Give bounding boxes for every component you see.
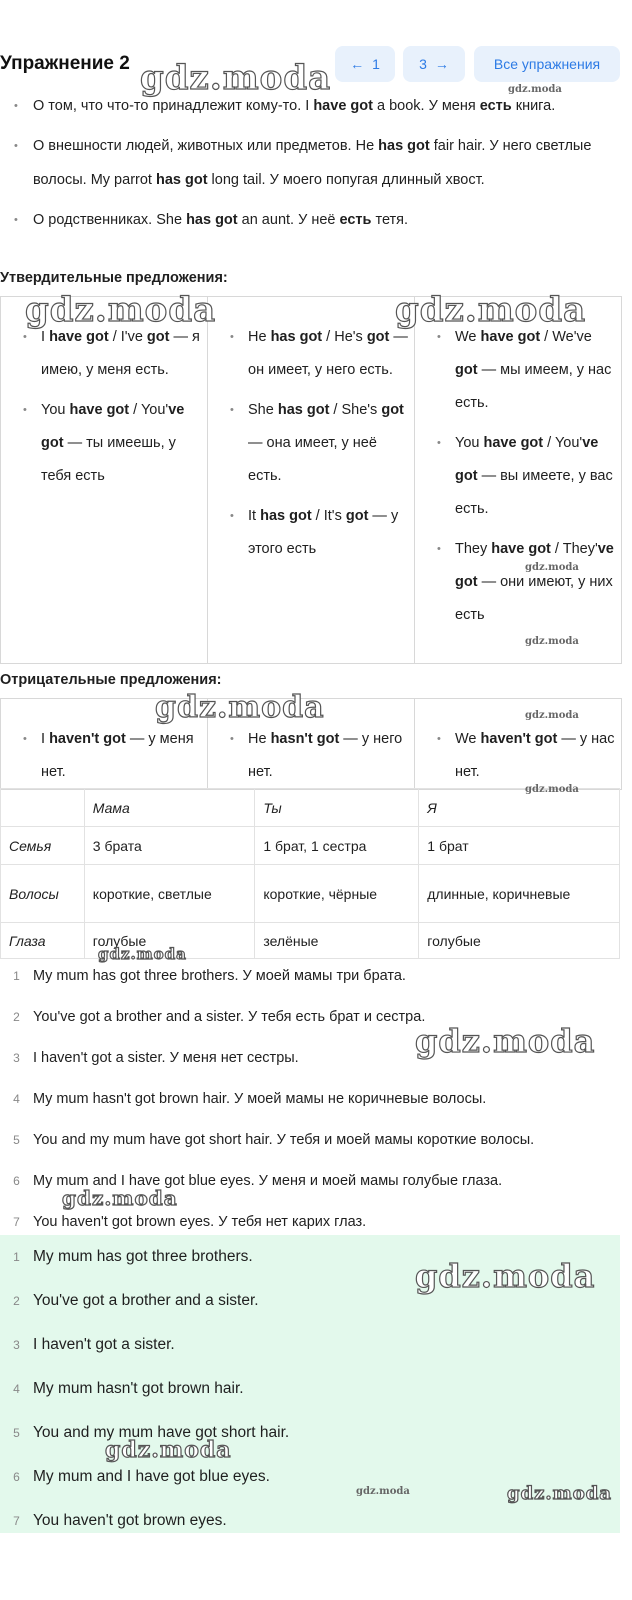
page-title: Упражнение 2 xyxy=(0,53,130,74)
text-fragment: — он имеет, у него есть. xyxy=(248,329,408,378)
affirmative-item xyxy=(208,500,414,566)
bold-phrase: haven't got xyxy=(49,731,126,747)
item-text: My mum has got three brothers. xyxy=(33,1248,253,1265)
table-row-header: Глаза xyxy=(1,923,85,959)
all-exercises-label: Все упражнения xyxy=(493,56,601,72)
usage-item xyxy=(0,129,620,197)
table-row xyxy=(1,865,620,923)
list-item xyxy=(0,1411,620,1455)
text-fragment: You xyxy=(41,402,70,418)
table-row-header: Семья xyxy=(1,827,85,865)
list-item xyxy=(0,1455,620,1499)
text-fragment: — мы имеем, у нас есть. xyxy=(455,362,612,411)
affirmative-heading: Утвердительные предложения: xyxy=(0,270,228,286)
watermark-small: gdz.moda xyxy=(508,84,562,95)
negative-grid xyxy=(0,698,622,790)
watermark: gdz.moda xyxy=(105,1437,232,1463)
affirmative-item xyxy=(415,427,621,526)
all-exercises-button[interactable] xyxy=(474,46,620,82)
item-text: You haven't got brown eyes. У тебя нет карих глаз. xyxy=(33,1213,367,1230)
text-fragment: He xyxy=(248,329,271,345)
usage-item xyxy=(0,203,620,237)
text-fragment: an aunt. У неё xyxy=(237,212,340,228)
item-text: My mum has got three brothers. У моей мамы три брата. xyxy=(33,967,406,984)
affirmative-column xyxy=(1,297,208,663)
list-item xyxy=(0,1078,620,1119)
item-number: 4 xyxy=(13,1091,20,1106)
text-fragment: He xyxy=(248,731,271,747)
bold-phrase: got xyxy=(345,508,369,524)
text-fragment: We xyxy=(455,329,481,345)
text-fragment: книга. xyxy=(511,98,556,114)
text-fragment: It xyxy=(248,508,261,524)
list-item xyxy=(0,955,620,996)
text-fragment: / He's xyxy=(322,329,367,345)
table-header-row xyxy=(1,789,620,827)
text-fragment: fair hair. У него светлые волосы. My parrot xyxy=(33,138,592,188)
bold-phrase: have got xyxy=(49,329,109,345)
item-text: You've got a brother and a sister. xyxy=(33,1292,259,1309)
watermark: gdz.moda xyxy=(155,690,325,725)
list-item xyxy=(0,1499,620,1543)
watermark-small: gdz.moda xyxy=(525,784,579,795)
text-fragment: / You' xyxy=(129,402,169,418)
translation-list xyxy=(0,955,620,1242)
text-fragment: О родственниках. She xyxy=(33,212,187,228)
table-row-header: Волосы xyxy=(1,865,85,923)
text-fragment: / It's xyxy=(311,508,346,524)
text-fragment: О том, что что-то принадлежит кому-то. I xyxy=(33,98,314,114)
text-fragment: / I've xyxy=(108,329,147,345)
watermark: gdz.moda xyxy=(415,1257,596,1295)
watermark: gdz.moda xyxy=(395,290,587,330)
item-text: I haven't got a sister. У меня нет сестры. xyxy=(33,1049,299,1066)
text-fragment: — у меня нет. xyxy=(41,731,194,780)
item-number: 5 xyxy=(13,1426,20,1440)
item-text: I haven't got a sister. xyxy=(33,1336,175,1353)
usage-item xyxy=(0,89,620,123)
table-cell: 1 брат xyxy=(419,827,620,865)
prev-exercise-button[interactable] xyxy=(335,46,395,82)
family-table xyxy=(0,788,620,959)
watermark: gdz.moda xyxy=(415,1022,596,1060)
item-text: You and my mum have got short hair. xyxy=(33,1424,290,1441)
text-fragment: — она имеет, у неё есть. xyxy=(248,435,377,484)
table-cell: длинные, коричневые xyxy=(419,865,620,923)
answer-list xyxy=(0,1235,620,1543)
bold-phrase: ve got xyxy=(455,541,614,590)
item-number: 5 xyxy=(13,1132,20,1147)
affirmative-item xyxy=(1,321,207,387)
bold-phrase: have got xyxy=(69,402,130,418)
table-cell: 3 брата xyxy=(84,827,255,865)
list-item xyxy=(0,1160,620,1201)
prev-exercise-label: 1 xyxy=(372,56,380,72)
affirmative-item xyxy=(415,321,621,420)
item-number: 7 xyxy=(13,1214,20,1229)
text-fragment: I xyxy=(41,731,50,747)
bold-phrase: have got xyxy=(313,98,373,114)
table-row xyxy=(1,923,620,959)
list-item xyxy=(0,1367,620,1411)
list-item xyxy=(0,1235,620,1279)
item-text: You've got a brother and a sister. У тебя есть брат и сестра. xyxy=(33,1008,426,1025)
negative-column xyxy=(1,699,208,789)
list-item xyxy=(0,1279,620,1323)
arrow-right-icon: → xyxy=(434,56,449,72)
affirmative-item xyxy=(415,533,621,632)
item-number: 2 xyxy=(13,1009,20,1024)
bold-phrase: got xyxy=(146,329,170,345)
item-text: My mum hasn't got brown hair. xyxy=(33,1380,244,1397)
usage-list xyxy=(0,89,620,243)
table-cell: короткие, чёрные xyxy=(255,865,419,923)
watermark: gdz.moda xyxy=(140,58,332,98)
table-header-cell: Я xyxy=(419,789,620,827)
table-header-cell xyxy=(1,789,85,827)
watermark-small: gdz.moda xyxy=(525,562,579,573)
bold-phrase: есть xyxy=(479,98,512,114)
bold-phrase: has got xyxy=(378,138,430,154)
watermark-small: gdz.moda xyxy=(356,1486,410,1497)
text-fragment: — они имеют, у них есть xyxy=(455,574,613,623)
text-fragment: тетя. xyxy=(371,212,409,228)
text-fragment: О внешности людей, животных или предметов. He xyxy=(33,138,379,154)
item-number: 3 xyxy=(13,1338,20,1352)
bold-phrase: haven't got xyxy=(480,731,558,747)
item-number: 2 xyxy=(13,1294,20,1308)
bold-phrase: has got xyxy=(186,212,238,228)
negative-item xyxy=(208,723,414,789)
text-fragment: I xyxy=(41,329,50,345)
affirmative-item xyxy=(1,394,207,493)
bold-phrase: есть xyxy=(339,212,372,228)
bold-phrase: have got xyxy=(491,541,551,557)
bold-phrase: ve got xyxy=(41,402,185,451)
item-text: My mum and I have got blue eyes. У меня и моей мамы голубые глаза. xyxy=(33,1172,503,1189)
negative-heading: Отрицательные предложения: xyxy=(0,672,222,688)
watermark: gdz.moda xyxy=(62,1186,178,1210)
bold-phrase: got xyxy=(381,402,404,418)
table-cell: зелёные xyxy=(255,923,419,959)
table-header-cell: Мама xyxy=(84,789,255,827)
watermark-small: gdz.moda xyxy=(525,636,579,647)
item-text: You and my mum have got short hair. У тебя и моей мамы короткие волосы. xyxy=(33,1131,535,1148)
list-item xyxy=(0,1119,620,1160)
text-fragment: / You' xyxy=(543,435,583,451)
text-fragment: — у него нет. xyxy=(248,731,403,780)
text-fragment: — вы имеете, у вас есть. xyxy=(455,468,613,517)
text-fragment: / We've xyxy=(540,329,592,345)
text-fragment: We xyxy=(455,731,481,747)
affirmative-item xyxy=(208,394,414,493)
text-fragment: — у этого есть xyxy=(248,508,399,557)
item-number: 7 xyxy=(13,1514,20,1528)
negative-item xyxy=(1,723,207,789)
next-exercise-button[interactable] xyxy=(403,46,465,82)
table-cell: короткие, светлые xyxy=(84,865,255,923)
text-fragment: You xyxy=(455,435,484,451)
text-fragment: a book. У меня xyxy=(372,98,480,114)
text-fragment: She xyxy=(248,402,278,418)
table-header-cell: Ты xyxy=(255,789,419,827)
watermark: gdz.moda xyxy=(98,945,187,963)
bold-phrase: have got xyxy=(483,435,544,451)
negative-item xyxy=(415,723,621,789)
item-number: 6 xyxy=(13,1173,20,1188)
bold-phrase: got xyxy=(366,329,390,345)
text-fragment: — у нас нет. xyxy=(455,731,615,780)
text-fragment: long tail. У моего попугая длинный хвост. xyxy=(207,172,485,188)
bold-phrase: have got xyxy=(480,329,541,345)
bold-phrase: hasn't got xyxy=(270,731,340,747)
affirmative-column xyxy=(208,297,415,663)
affirmative-item xyxy=(208,321,414,387)
item-number: 3 xyxy=(13,1050,20,1065)
text-fragment: — я имею, у меня есть. xyxy=(41,329,200,378)
exercise-header xyxy=(0,0,632,92)
list-item xyxy=(0,1037,620,1078)
item-number: 1 xyxy=(13,1250,20,1264)
list-item xyxy=(0,1323,620,1367)
table-cell: голубые xyxy=(84,923,255,959)
bold-phrase: ve got xyxy=(455,435,599,484)
list-item xyxy=(0,996,620,1037)
item-number: 6 xyxy=(13,1470,20,1484)
watermark-small: gdz.moda xyxy=(525,710,579,721)
affirmative-column xyxy=(415,297,621,663)
negative-column xyxy=(208,699,415,789)
item-number: 4 xyxy=(13,1382,20,1396)
text-fragment: / She's xyxy=(329,402,382,418)
watermark: gdz.moda xyxy=(25,290,217,330)
bold-phrase: got xyxy=(455,362,478,378)
table-cell: голубые xyxy=(419,923,620,959)
arrow-left-icon: ← xyxy=(350,56,365,72)
text-fragment: — ты имеешь, у тебя есть xyxy=(41,435,176,484)
item-text: My mum hasn't got brown hair. У моей мамы не коричневые волосы. xyxy=(33,1090,487,1107)
negative-column xyxy=(415,699,621,789)
bold-phrase: has got xyxy=(155,172,208,188)
text-fragment: / They' xyxy=(550,541,598,557)
table-cell: 1 брат, 1 сестра xyxy=(255,827,419,865)
bold-phrase: has got xyxy=(260,508,312,524)
item-number: 1 xyxy=(13,968,20,983)
item-text: My mum and I have got blue eyes. xyxy=(33,1468,270,1485)
text-fragment: They xyxy=(455,541,492,557)
item-text: You haven't got brown eyes. xyxy=(33,1512,227,1529)
watermark: gdz.moda xyxy=(507,1483,612,1504)
bold-phrase: has got xyxy=(270,329,323,345)
table-row xyxy=(1,827,620,865)
bold-phrase: has got xyxy=(277,402,330,418)
affirmative-grid xyxy=(0,296,622,664)
next-exercise-label: 3 xyxy=(419,56,427,72)
